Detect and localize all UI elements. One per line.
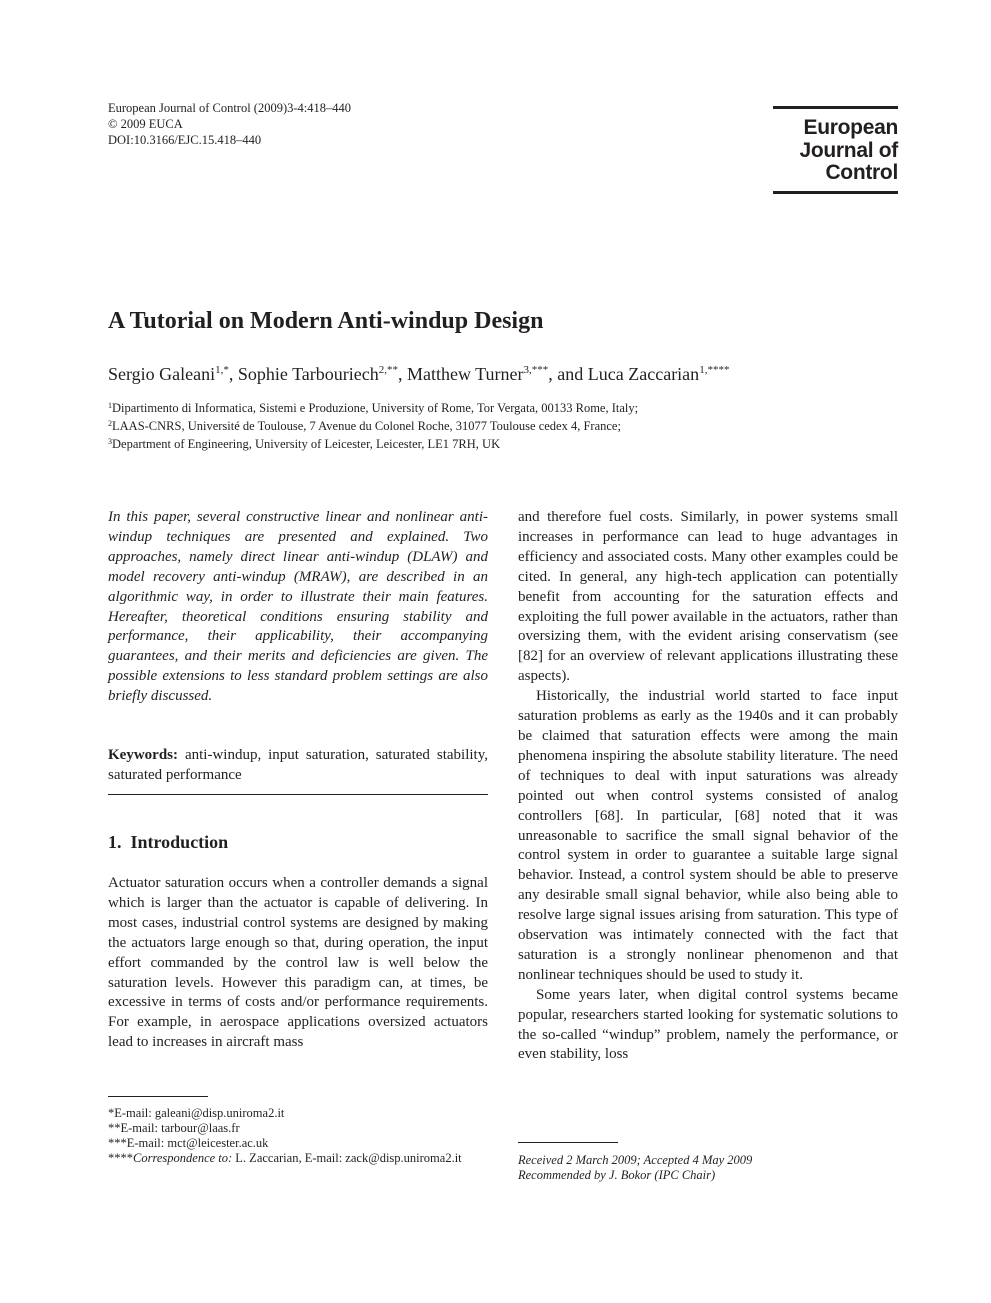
author-mark: 3,*** <box>523 364 549 376</box>
keywords-text: anti-windup, input saturation, saturated stability, saturated performance <box>108 747 488 783</box>
paragraph: and therefore fuel costs. Similarly, in power systems small increases in performance can lead to huge advantages in efficiency and associated costs. Many other examples could be cited. In general, any high-tech application can potentially benefit from accounting for the saturation effects and exploiting the full power available in the actuators, rather than oversizing them, with the evident arising conservatism (see [82] for an overview of relevant applications illustrating these aspects). <box>518 509 898 685</box>
affiliation: $^3$Department of Engineering, University of Leicester, Leicester, LE1 7RH, UK <box>108 437 501 451</box>
footnotes <box>108 1106 488 1166</box>
received-dates: Received 2 March 2009; Accepted 4 May 2009 <box>518 1153 753 1167</box>
keywords <box>108 746 488 786</box>
logo-line: Control <box>825 161 898 184</box>
journal-info <box>108 100 351 148</box>
footnote-divider <box>108 1096 208 1097</box>
author-name: Sophie Tarbouriech <box>237 364 379 384</box>
paper-title: A Tutorial on Modern Anti-windup Design <box>108 308 544 334</box>
author-mark: 1,**** <box>699 364 730 376</box>
right-column <box>518 508 898 1065</box>
footnote: **E-mail: tarbour@laas.fr <box>108 1121 240 1135</box>
affiliations <box>108 398 638 452</box>
recommended-by: Recommended by J. Bokor (IPC Chair) <box>518 1168 716 1182</box>
paragraph: Some years later, when digital control systems became popular, researchers started looking for systematic solutions to the so-called “windup” problem, namely the performance, or even stability, loss <box>518 986 898 1063</box>
received-divider <box>518 1142 618 1143</box>
footnote: *E-mail: galeani@disp.uniroma2.it <box>108 1106 285 1120</box>
section-title: Introduction <box>130 832 229 852</box>
section-number: 1. <box>108 832 122 852</box>
journal-logo <box>773 106 898 194</box>
received-info <box>518 1153 752 1183</box>
section-heading <box>108 832 228 853</box>
affiliation: $^2$LAAS-CNRS, Université de Toulouse, 7 Avenue du Colonel Roche, 31077 Toulouse cedex 4, France; <box>108 419 621 433</box>
abstract <box>108 508 488 707</box>
copyright: © 2009 EUCA <box>108 117 183 131</box>
author-mark: 2,** <box>378 364 399 376</box>
affiliation: $^1$Dipartimento di Informatica, Sistemi e Produzione, University of Rome, Tor Vergata, 00133 Rome, Italy; <box>108 401 639 415</box>
paragraph: Historically, the industrial world started to face input saturation problems as early as the 1940s and it can probably be claimed that saturation effects were among the main phenomena inspiring the absolute stability literature. The need of techniques to deal with input saturations was already pointed out when control systems consisted of analog controllers [68]. In particular, [68] noted that it was unreasonable to sacrifice the small signal behavior of the control system in order to guarantee a suitable large signal behavior. Instead, a control system should be able to preserve any desirable small signal behavior, while also being able to resolve large signal issues arising from saturation. This type of observation was intimately connected with the fact that saturation is a strongly nonlinear phenomenon and that nonlinear techniques should be used to study it. <box>518 688 898 983</box>
doi: DOI:10.3166/EJC.15.418–440 <box>108 133 262 147</box>
journal-citation: European Journal of Control (2009)3-4:418–440 <box>108 101 352 115</box>
abstract-divider <box>108 794 488 795</box>
footnote: ***E-mail: mct@leicester.ac.uk <box>108 1136 269 1150</box>
logo-line: European <box>803 116 898 139</box>
author-mark: 1,* <box>215 364 229 376</box>
author-name: Sergio Galeani <box>108 364 216 384</box>
author-name: Luca Zaccarian <box>587 364 700 384</box>
keywords-label: Keywords: <box>108 747 178 763</box>
intro-left-column <box>108 874 488 1053</box>
logo-line: Journal of <box>799 138 898 162</box>
abstract-text: In this paper, several constructive linear and nonlinear anti-windup techniques are presented and explained. Two approaches, namely direct linear anti-windup (DLAW) and model recovery anti-windup (MRAW), are described in an algorithmic way, in order to illustrate their main features. Hereafter, theoretical conditions ensuring stability and performance, their applicability, their accompanying guarantees, and their merits and deficiencies are given. The possible extensions to less standard problem settings are also briefly discussed. <box>108 509 488 705</box>
author-list: Sergio Galeani$^{1,*}$, Sophie Tarbouriech$^{2,**}$, Matthew Turner$^{3,***}$, and Luca Zaccarian$^{1,****}$ <box>108 364 730 384</box>
author-name: Matthew Turner <box>407 364 524 384</box>
paragraph: Actuator saturation occurs when a controller demands a signal which is larger than the actuator is capable of delivering. In most cases, industrial control systems are designed by making the actuators large enough so that, during operation, the input effort commanded by the control law is well below the saturation levels. However this paradigm can, at times, be excessive in terms of costs and/or performance requirements. For example, in aerospace applications oversized actuators lead to increases in aircraft mass <box>108 875 488 1051</box>
footnote: ****Correspondence to: L. Zaccarian, E-mail: zack@disp.uniroma2.it <box>108 1151 462 1165</box>
